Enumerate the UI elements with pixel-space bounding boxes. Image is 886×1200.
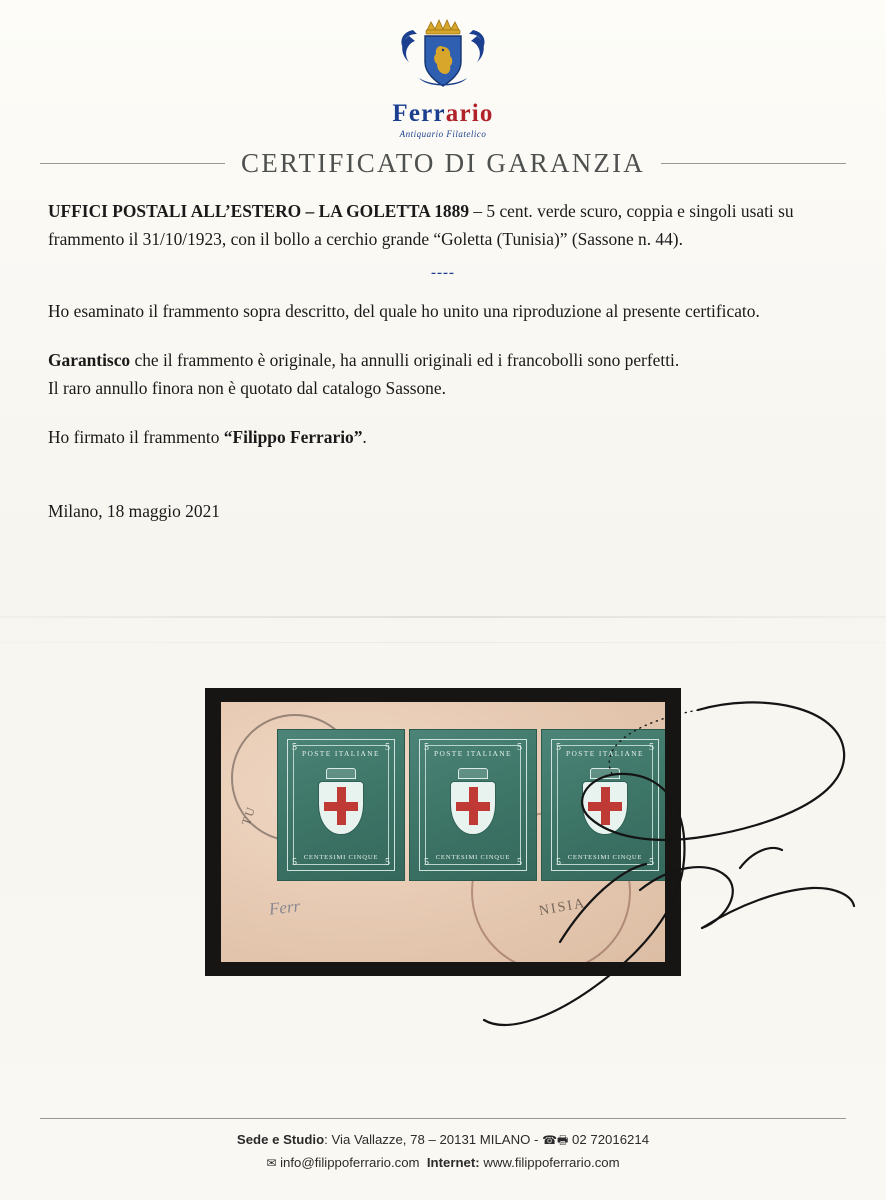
stamp-value: 5	[385, 857, 390, 868]
stamp-value: 5	[385, 742, 390, 753]
cross-horizontal	[324, 802, 358, 811]
signature-note-name: “Filippo Ferrario”	[223, 427, 363, 448]
footer-website-link[interactable]: www.filippoferrario.com	[483, 1155, 620, 1171]
cover-fragment	[221, 702, 665, 962]
cross-horizontal	[456, 802, 490, 811]
footer-address: : Via Vallazze, 78 – 20131 MILANO -	[324, 1132, 543, 1147]
guarantee-text: che il frammento è originale, ha annulli originali ed i francobolli sono perfetti.	[130, 350, 680, 371]
footer-office-label: Sede e Studio	[236, 1132, 325, 1147]
savoy-shield-icon	[582, 781, 628, 835]
stamp-value: 5	[424, 857, 429, 868]
stamp-value: 5	[649, 742, 654, 753]
stamp-value: 5	[517, 742, 522, 753]
stamp-value: 5	[292, 742, 297, 753]
savoy-shield-icon	[450, 781, 496, 835]
stamp-value: 5	[556, 742, 561, 753]
stamp-bottom-text: CENTESIMI CINQUE	[303, 854, 379, 861]
letterhead	[0, 16, 886, 139]
footer-divider	[40, 1118, 846, 1119]
signature-note	[48, 424, 838, 452]
stamp-value: 5	[517, 857, 522, 868]
footer-phone: 02 72016214	[572, 1132, 650, 1147]
brand-subtitle: Antiquario Filatelico	[399, 129, 487, 139]
item-description-heading: UFFICI POSTALI ALL’ESTERO – LA GOLETTA 1889	[48, 201, 470, 221]
crown-icon	[590, 768, 620, 779]
mail-icon: ✉	[266, 1156, 277, 1171]
stamp-top-text: POSTE ITALIANE	[566, 749, 644, 758]
page-title: CERTIFICATO DI GARANZIA	[241, 148, 645, 178]
paper-fold-line	[0, 616, 886, 618]
footer-internet-label: Internet:	[426, 1155, 480, 1171]
item-description	[48, 198, 838, 253]
postage-stamp	[541, 729, 665, 881]
item-description-text: – 5 cent. verde scuro, coppia e singoli usati su frammento il 31/10/1923, con il bollo a cerchio grande “Goletta (Tunisia)” (Sassone n. 44).	[48, 201, 794, 249]
stamp-top-text: POSTE ITALIANE	[302, 749, 380, 758]
title-rule-right	[661, 163, 846, 164]
footer-address-line	[0, 1128, 886, 1151]
cross-horizontal	[588, 802, 622, 811]
stamp-value: 5	[649, 857, 654, 868]
stamp-value: 5	[424, 742, 429, 753]
brand-name	[0, 100, 886, 128]
cancellation-text: TU	[238, 803, 259, 828]
certificate-body	[48, 198, 838, 525]
phone-icon: ☎🖶	[542, 1133, 569, 1147]
paper-fold-line-secondary	[0, 642, 886, 643]
title-row	[40, 148, 846, 179]
signature-note-pre: Ho firmato il frammento	[48, 427, 224, 448]
postage-stamp	[277, 729, 405, 881]
guarantee-paragraph	[48, 347, 838, 375]
footer-email-link[interactable]: info@filippoferrario.com	[280, 1155, 420, 1171]
item-photograph	[205, 688, 681, 976]
brand-name-first: Ferr	[392, 100, 446, 127]
examination-paragraph: Ho esaminato il frammento sopra descritto, del quale ho unito una riproduzione al presente certificato.	[48, 300, 760, 321]
pen-mark: Ferr	[268, 896, 302, 919]
crown-icon	[458, 768, 488, 779]
catalogue-note: Il raro annullo finora non è quotato dal catalogo Sassone.	[48, 377, 446, 398]
savoy-shield-icon	[318, 781, 364, 835]
cancellation-text: NISIA	[537, 896, 588, 920]
brand-name-second: ario	[445, 100, 494, 127]
paragraph-separator: ----	[431, 265, 455, 281]
footer-contact-line	[0, 1151, 886, 1174]
heraldic-crest-icon	[397, 16, 489, 96]
crown-icon	[326, 768, 356, 779]
place-and-date: Milano, 18 maggio 2021	[48, 500, 220, 521]
title-rule-left	[40, 163, 225, 164]
stamp-value: 5	[556, 857, 561, 868]
stamp-value: 5	[292, 857, 297, 868]
signature-note-post: .	[362, 427, 367, 448]
postage-stamp	[409, 729, 537, 881]
stamp-top-text: POSTE ITALIANE	[434, 749, 512, 758]
stamp-bottom-text: CENTESIMI CINQUE	[435, 854, 511, 861]
guarantee-keyword: Garantisco	[48, 350, 131, 371]
stamp-bottom-text: CENTESIMI CINQUE	[567, 854, 643, 861]
footer	[0, 1128, 886, 1174]
